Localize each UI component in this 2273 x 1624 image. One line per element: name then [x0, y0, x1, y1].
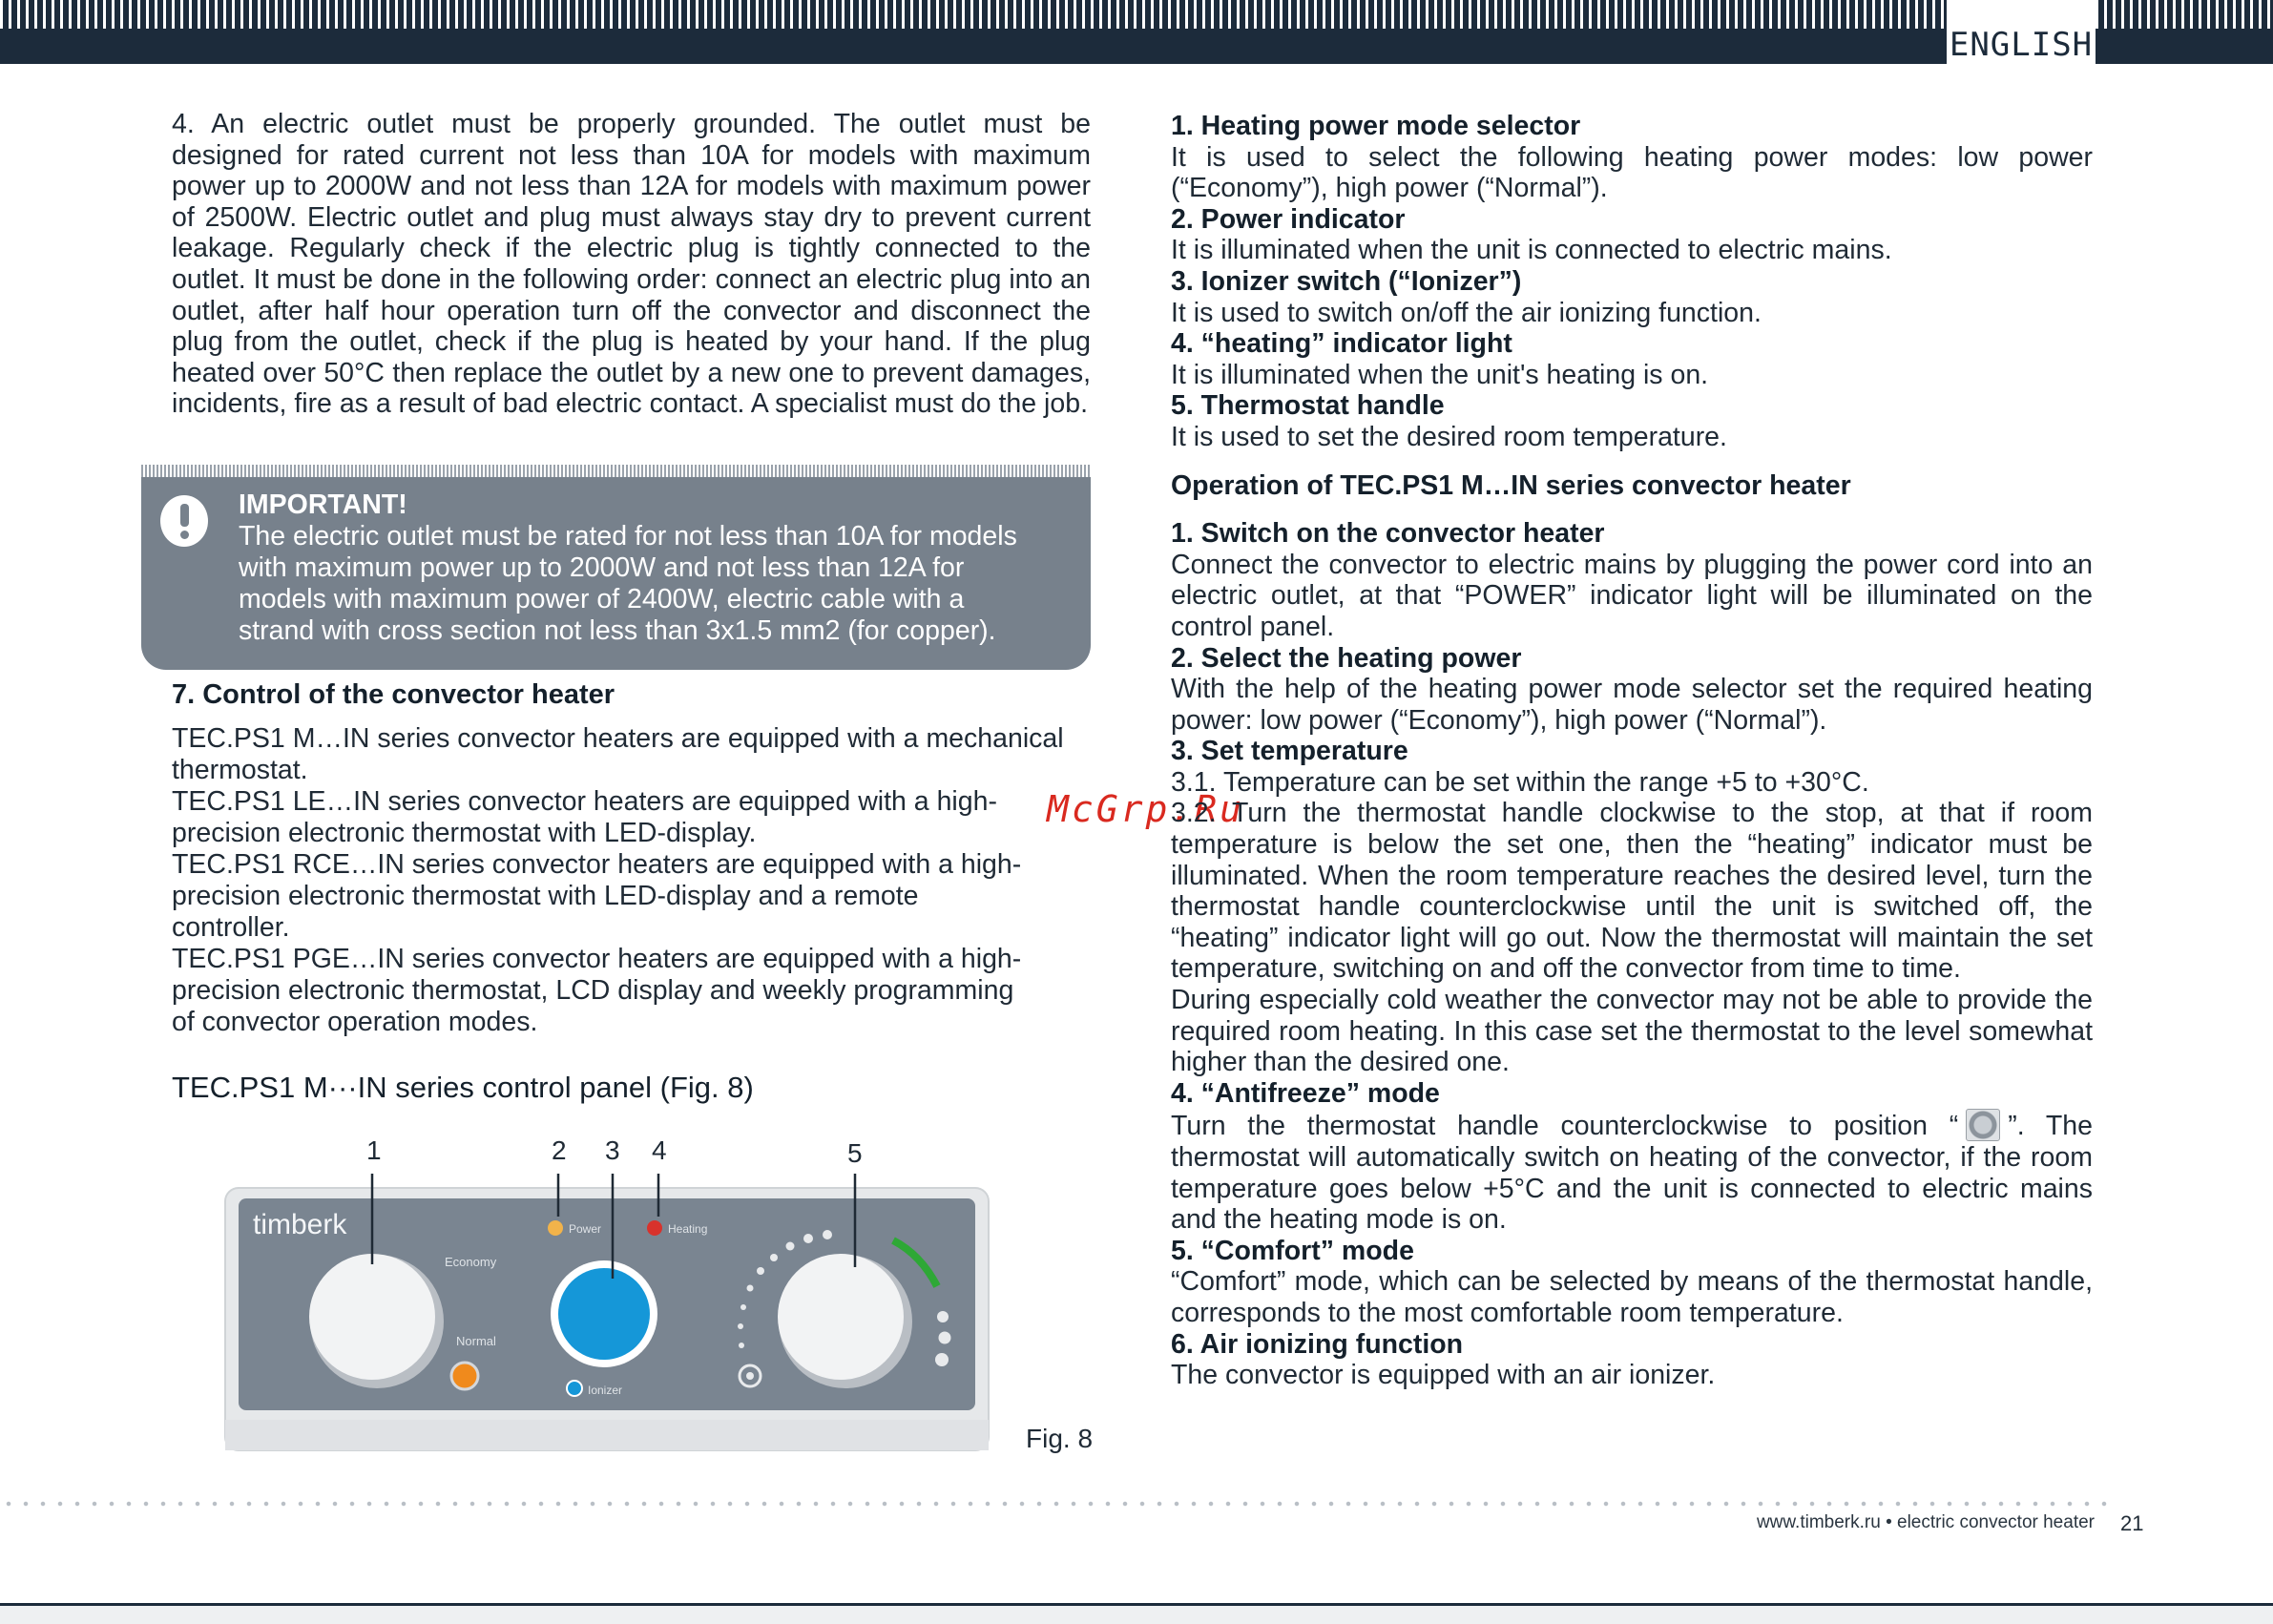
- step-body: 3.1. Temperature can be set within the range +5 to +30°C.: [1171, 766, 1869, 798]
- step-body: The convector is equipped with an air ionizer.: [1171, 1360, 1716, 1391]
- page-number: 21: [2120, 1511, 2144, 1535]
- callout-2: 2: [552, 1135, 567, 1165]
- top-banner: [0, 0, 2273, 64]
- brand-logo: timberk: [253, 1209, 347, 1240]
- step-body: 3.2. Turn the thermostat handle clockwise to the stop, at that if room temperature is below the set one, then the “heating” indicator must be illuminated. When the room temperature reaches the desired level, turn the thermostat handle counterclockwise until the unit is switched off, the “heating” indicator light will go out. Now the thermostat will maintain the set temperature, switching on and off the convector from time to time.: [1171, 798, 2093, 985]
- footer-divider: [0, 1501, 2118, 1507]
- step-title: 1. Switch on the convector heater: [1171, 518, 1605, 550]
- economy-label: Economy: [445, 1255, 497, 1269]
- step-title: 6. Air ionizing function: [1171, 1328, 1464, 1360]
- step-title: 4. “Antifreeze” mode: [1171, 1077, 1440, 1109]
- callout-1: 1: [366, 1135, 382, 1165]
- selector-indicator-icon: [451, 1363, 478, 1389]
- callout-5: 5: [847, 1138, 863, 1168]
- item-body: It is used to select the following heating power modes: low power (“Economy”), high power (“Normal”).: [1171, 141, 2093, 204]
- notice-line: with maximum power up to 2000W and not less than 12A for: [239, 552, 965, 583]
- step-title: 2. Select the heating power: [1171, 642, 1522, 674]
- heating-label: Heating: [668, 1222, 708, 1236]
- power-selector-knob: [309, 1254, 435, 1380]
- step-body: “Comfort” mode, which can be selected by means of the thermostat handle, corresponds to the most comfortable room temperature.: [1171, 1266, 2093, 1328]
- control-line: precision electronic thermostat with LED-display.: [172, 818, 757, 848]
- important-notice: [141, 465, 1091, 670]
- power-label: Power: [569, 1222, 602, 1236]
- antifreeze-position-icon: [1966, 1109, 2000, 1141]
- item-body: It is illuminated when the unit is connected to electric mains.: [1171, 235, 1892, 266]
- antifreeze-text-before: Turn the thermostat handle counterclockwise to position “: [1171, 1111, 1959, 1142]
- notice-title: IMPORTANT!: [239, 489, 407, 520]
- item-body: It is used to set the desired room temperature.: [1171, 421, 1727, 452]
- control-line: thermostat.: [172, 755, 308, 785]
- control-line: controller.: [172, 912, 290, 943]
- ionizer-button: [558, 1268, 650, 1360]
- callout-4: 4: [652, 1135, 667, 1165]
- watermark: McGrp.Ru: [1047, 788, 1245, 830]
- callout-3: 3: [605, 1135, 620, 1165]
- step-body: With the help of the heating power mode selector set the required heating power: low power (“Economy”), high power (“Normal”).: [1171, 674, 2093, 736]
- language-label: ENGLISH: [1949, 26, 2094, 64]
- item-title: 5. Thermostat handle: [1171, 390, 1445, 422]
- control-section-body: [172, 723, 1097, 1038]
- power-indicator-light: [548, 1220, 563, 1236]
- step-title: 3. Set temperature: [1171, 736, 1408, 767]
- figure-caption: Fig. 8: [1026, 1424, 1094, 1453]
- right-column: [1171, 111, 2093, 1391]
- notice-line: strand with cross section not less than 3x1.5 mm2 (for copper).: [239, 615, 996, 646]
- ionizer-label: Ionizer: [588, 1384, 623, 1397]
- control-line: TEC.PS1 PGE…IN series convector heaters are equipped with a high-: [172, 944, 1022, 974]
- heating-indicator-light: [647, 1220, 662, 1236]
- step-body: [1171, 1109, 2093, 1235]
- normal-label: Normal: [456, 1334, 496, 1348]
- footer-site: www.timberk.ru • electric convector heater: [1756, 1512, 2095, 1532]
- exclamation-icon: [160, 495, 208, 547]
- notice-text: [239, 489, 1069, 647]
- control-line: of convector operation modes.: [172, 1007, 538, 1037]
- grounding-paragraph: 4. An electric outlet must be properly grounded. The outlet must be designed for rated current not less than 10A for models with maximum power up to 2000W and not less than 12A for models with maximum power of 2500W. Electric outlet and plug must always stay dry to prevent current leakage. Regularly check if the electric plug is tightly connected to the outlet. It must be done in the following order: connect an electric plug into an outlet, after half hour operation turn off the convector and disconnect the plug from the outlet, check if the plug is heated by your hand. If the plug heated over 50°C then replace the outlet by a new one to prevent damages, incidents, fire as a result of bad electric contact. A specialist must do the job.: [172, 109, 1091, 420]
- control-line: precision electronic thermostat with LED-display and a remote: [172, 881, 919, 911]
- control-line: TEC.PS1 LE…IN series convector heaters are equipped with a high-: [172, 786, 997, 817]
- control-line: precision electronic thermostat, LCD display and weekly programming: [172, 975, 1014, 1006]
- item-title: 3. Ionizer switch (“Ionizer”): [1171, 265, 1522, 297]
- antifreeze-text-after: ”. The thermostat will automatically switch on heating of the convector, if the room temperature goes below +5°C and the unit is connected to electric mains and the heating mode is on.: [1171, 1111, 2094, 1236]
- control-panel-heading: TEC.PS1 M···IN series control panel (Fig. 8): [172, 1071, 754, 1104]
- item-body: It is used to switch on/off the air ionizing function.: [1171, 297, 1762, 328]
- item-title: 2. Power indicator: [1171, 203, 1406, 235]
- step-body: Connect the convector to electric mains by plugging the power cord into an electric outlet, at that “POWER” indicator light will be illuminated on the control panel.: [1171, 549, 2093, 642]
- left-column: [172, 109, 1091, 420]
- notice-line: models with maximum power of 2400W, electric cable with a: [239, 584, 965, 614]
- thermostat-knob: [778, 1254, 904, 1380]
- ionizer-indicator-icon: [567, 1381, 582, 1396]
- item-title: 4. “heating” indicator light: [1171, 328, 1512, 360]
- notice-line: The electric outlet must be rated for not less than 10A for models: [239, 521, 1017, 552]
- banner-stripes: [0, 0, 2273, 29]
- bottom-bar: [0, 1603, 2273, 1624]
- control-line: TEC.PS1 RCE…IN series convector heaters are equipped with a high-: [172, 849, 1022, 880]
- step-body: During especially cold weather the convector may not be able to provide the required room heating. In this case set the thermostat to the level somewhat higher than the desired one.: [1171, 985, 2093, 1078]
- control-section-heading: 7. Control of the convector heater: [172, 679, 615, 710]
- control-panel-figure: [219, 1174, 1002, 1455]
- control-line: TEC.PS1 M…IN series convector heaters are equipped with a mechanical: [172, 723, 1064, 754]
- item-body: It is illuminated when the unit's heating is on.: [1171, 359, 1709, 390]
- step-title: 5. “Comfort” mode: [1171, 1235, 1414, 1266]
- panel-base: [225, 1420, 989, 1450]
- item-title: 1. Heating power mode selector: [1171, 111, 1581, 141]
- notice-top-stripe: [141, 465, 1091, 477]
- operation-heading: Operation of TEC.PS1 M…IN series convector heater: [1171, 469, 1851, 501]
